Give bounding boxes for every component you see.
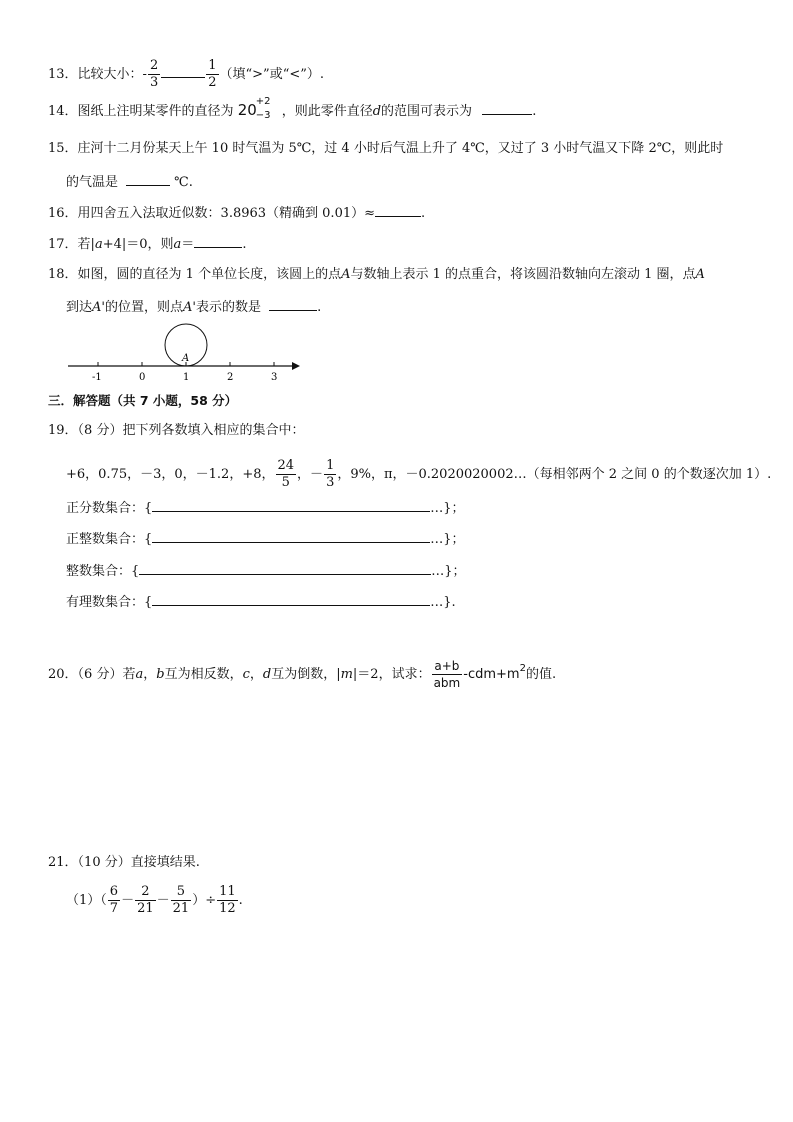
question-19-title: 19．（8 分）把下列各数填入相应的集合中： [48, 423, 305, 438]
question-14: 14．图纸上注明某零件的直径为 20 +2 −3 ，则此零件直径d的范围可表示为 . [48, 96, 537, 121]
number-line-figure [64, 320, 304, 384]
fraction: $\frac{11}{12}$ [219, 884, 236, 916]
question-21-part1: （1）（ $\frac{6}{7}$ － $\frac{2}{21}$ － $\frac{5}{21}$ ）÷ $\frac{11}{12}$ . [66, 884, 243, 916]
tick-label: 2 [227, 372, 234, 383]
answer-blank[interactable] [152, 529, 430, 543]
point-a-label: A [182, 353, 190, 364]
axis-arrow [292, 362, 300, 370]
set-positive-fractions: 正分数集合：{ …}； [66, 498, 465, 518]
answer-blank[interactable] [482, 101, 532, 115]
answer-blank[interactable] [126, 172, 170, 186]
question-20: 20．（6 分）若a，b互为相反数，c，d互为倒数，|m|＝2，试求： $\frac{a+b}{\text{abm}}$ $-cdm+m^2$的值. [48, 659, 557, 690]
tick-label: 1 [183, 372, 190, 383]
answer-blank[interactable] [152, 498, 430, 512]
question-19-numbers: +6，0.75，－3，0，－1.2，+8， $\frac{24}{5}$ ，－ $\frac{1}{3}$ ，9%，π，－0.2020020002…（每相邻两个 2 之间 0 的个数逐次加 1）. [66, 458, 772, 490]
set-positive-integers: 正整数集合：{ …}； [66, 529, 465, 549]
fraction: $\frac{2}{3}$ [149, 58, 159, 90]
fraction: $\frac{2}{21}$ [137, 884, 154, 916]
question-17: 17．若|a+4|＝0，则a＝ . [48, 234, 246, 254]
question-21-title: 21．（10 分）直接填结果. [48, 855, 200, 870]
set-rationals: 有理数集合：{ …}. [66, 592, 456, 612]
question-15-line2: 的气温是 ℃. [66, 172, 193, 192]
fraction: $\frac{1}{2}$ [208, 58, 217, 90]
fraction: $\frac{6}{7}$ [109, 884, 119, 916]
question-18-line2: 到达A'的位置，则点A'表示的数是 . [66, 297, 321, 317]
set-integers: 整数集合：{ …}； [66, 561, 466, 581]
answer-blank[interactable] [152, 592, 430, 606]
fraction: $\frac{1}{3}$ [326, 458, 335, 490]
tolerance-value: 20 +2 −3 [237, 96, 271, 121]
question-15-line1: 15．庄河十二月份某天上午 10 时气温为 5℃，过 4 小时后气温上升了 4℃，又过了 3 小时气温又下降 2℃，则此时 [48, 141, 724, 156]
answer-blank[interactable] [139, 561, 431, 575]
answer-blank[interactable] [194, 234, 242, 248]
fraction: $\frac{a+b}{\text{abm}}$ [433, 659, 461, 690]
answer-blank[interactable] [269, 297, 317, 311]
fraction: $\frac{24}{5}$ [277, 458, 295, 490]
answer-blank[interactable] [375, 203, 421, 217]
fraction: $\frac{5}{21}$ [172, 884, 190, 916]
answer-blank[interactable] [161, 64, 205, 78]
tick-label: 3 [271, 372, 278, 383]
tick-label: 0 [139, 372, 146, 383]
question-18-line1: 18．如图，圆的直径为 1 个单位长度，该圆上的点A与数轴上表示 1 的点重合，将该圆沿数轴向左滚动 1 圈，点A [48, 267, 705, 282]
tick-label: -1 [92, 372, 102, 383]
section-title: 三．解答题（共 7 小题，58 分） [48, 393, 238, 408]
question-16: 16．用四舍五入法取近似数：3.8963（精确到 0.01）≈ . [48, 203, 425, 223]
question-13: 13．比较大小：- $\frac{2}{3}$ $\frac{1}{2}$ （填“>”或“<”）. [48, 58, 325, 90]
